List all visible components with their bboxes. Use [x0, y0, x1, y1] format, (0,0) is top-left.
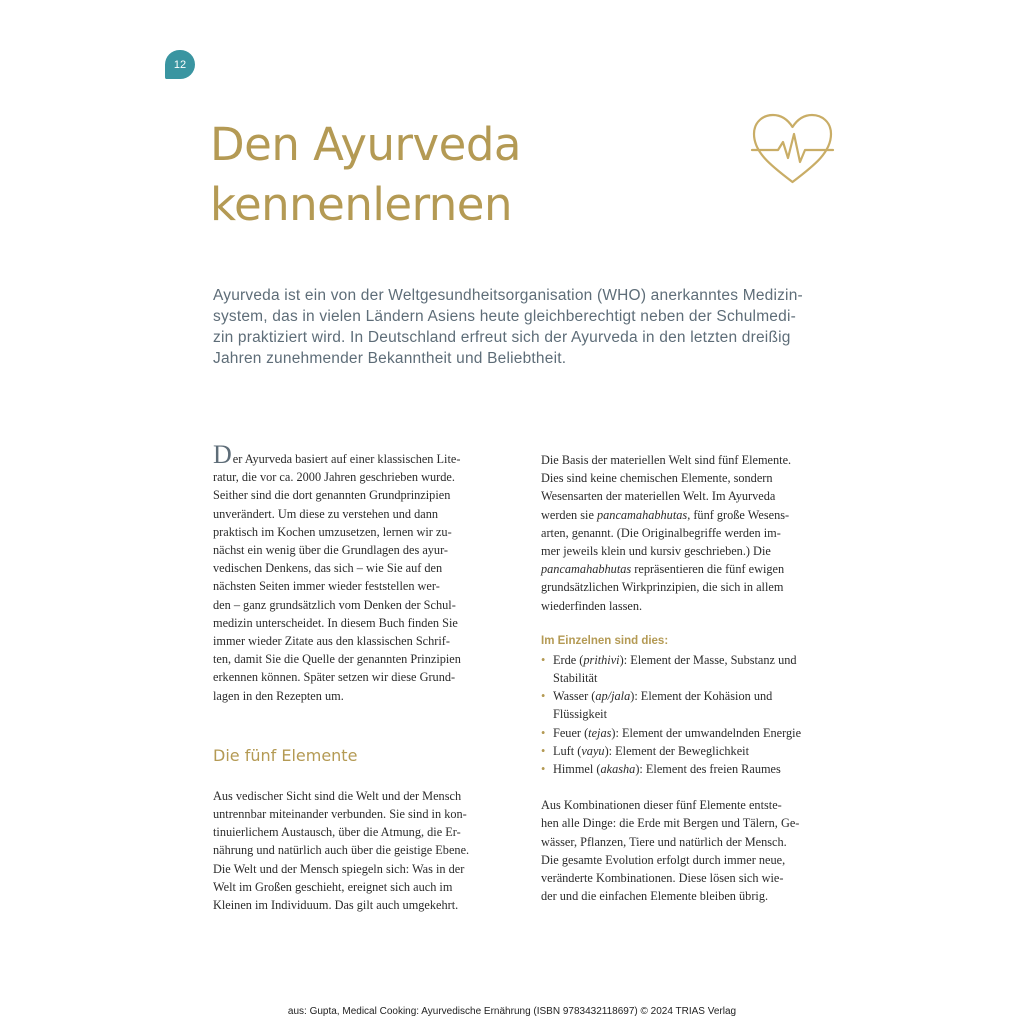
lead-line: zin praktiziert wird. In Deutschland erfreut sich der Ayurveda in den letzten dreißig: [213, 329, 791, 346]
section-line: Kleinen im Individuum. Das gilt auch umgekehrt.: [213, 898, 459, 913]
lead-line: Ayurveda ist ein von der Weltgesundheitsorganisation (WHO) anerkanntes Medizin-: [213, 287, 803, 304]
section-line: tinuierlichem Austausch, über die Atmung, die Er-: [213, 825, 461, 840]
term-pancamahabhutas: pancamahabhutas: [597, 507, 688, 522]
page-title: [210, 115, 521, 235]
elements-paragraph: [541, 451, 831, 615]
elements-list: [541, 651, 831, 778]
intro-line: erkennen können. Später setzen wir diese Grund-: [213, 670, 456, 685]
intro-line: lagen in den Rezepten um.: [213, 688, 344, 703]
left-column: [213, 442, 503, 914]
intro-line: unverändert. Um diese zu verstehen und dann: [213, 506, 439, 521]
body-line: Dies sind keine chemischen Elemente, sondern: [541, 471, 773, 486]
section-line: Welt im Großen geschieht, ereignet sich auch im: [213, 879, 453, 894]
body-line: werden sie pancamahabhutas, fünf große Wesens-: [541, 507, 790, 522]
intro-line: nächst ein wenig über die Grundlagen des ayur-: [213, 543, 449, 558]
title-line: Den Ayurveda: [210, 118, 521, 171]
closing-line: der und die einfachen Elemente bleiben übrig.: [541, 889, 769, 904]
intro-line: medizin unterscheidet. In diesem Buch finden Sie: [213, 615, 458, 630]
section-line: Aus vedischer Sicht sind die Welt und der Mensch: [213, 788, 462, 803]
intro-line: vedischen Denkens, das sich – wie Sie auf den: [213, 561, 443, 576]
intro-paragraph: [213, 442, 503, 705]
list-item-earth: • Erde (prithivi): Element der Masse, Substanz und Stabilität: [541, 651, 831, 687]
intro-line: den – ganz grundsätzlich vom Denken der Schul-: [213, 597, 456, 612]
intro-line: immer wieder Zitate aus den klassischen Schrif-: [213, 634, 450, 649]
intro-line: ratur, die vor ca. 2000 Jahren geschrieben wurde.: [213, 470, 455, 485]
intro-line: nächsten Seiten immer wieder feststellen wer-: [213, 579, 440, 594]
list-item-air: • Luft (vayu): Element der Beweglichkeit: [541, 742, 831, 760]
section-line: untrennbar miteinander verbunden. Sie sind in kon-: [213, 807, 467, 822]
body-line: arten, genannt. (Die Originalbegriffe werden im-: [541, 525, 781, 540]
section-paragraph: [213, 787, 503, 914]
lead-line: Jahren zunehmender Bekanntheit und Beliebtheit.: [213, 350, 567, 367]
body-line: mer jeweils klein und kursiv geschrieben.) Die: [541, 544, 771, 559]
section-line: nährung und natürlich auch über die geistige Ebene.: [213, 843, 470, 858]
intro-line: Der Ayurveda basiert auf einer klassischen Lite-: [213, 440, 461, 469]
heart-pulse-icon: [750, 110, 835, 190]
intro-line: Seither sind die dort genannten Grundprinzipien: [213, 488, 451, 503]
closing-line: Die gesamte Evolution erfolgt durch immer neue,: [541, 852, 786, 867]
closing-line: Aus Kombinationen dieser fünf Elemente entste-: [541, 798, 782, 813]
body-line: grundsätzlichen Wirkprinzipien, die sich in allem: [541, 580, 784, 595]
dropcap-letter: D: [213, 440, 232, 469]
list-item-water: • Wasser (ap/jala): Element der Kohäsion und Flüssigkeit: [541, 687, 831, 723]
right-column: [541, 451, 831, 905]
intro-line: praktisch im Kochen umzusetzen, lernen wir zu-: [213, 524, 452, 539]
term-pancamahabhutas: pancamahabhutas: [541, 562, 632, 577]
section-line: Die Welt und der Mensch spiegeln sich: Was in der: [213, 861, 465, 876]
lead-line: system, das in vielen Ländern Asiens heute gleichberechtigt neben der Schulmedi-: [213, 308, 796, 325]
body-line: pancamahabhutas repräsentieren die fünf ewigen: [541, 562, 785, 577]
lead-paragraph: [213, 285, 833, 369]
list-item-fire: • Feuer (tejas): Element der umwandelnden Energie: [541, 724, 831, 742]
title-line: kennenlernen: [210, 178, 513, 231]
closing-paragraph: [541, 796, 831, 905]
section-heading: Die fünf Elemente: [213, 745, 358, 765]
page-number-badge: 12: [165, 50, 195, 79]
list-item-sky: • Himmel (akasha): Element des freien Raumes: [541, 760, 831, 778]
body-line: Die Basis der materiellen Welt sind fünf Elemente.: [541, 453, 792, 467]
closing-line: wässer, Pflanzen, Tiere und natürlich der Mensch.: [541, 834, 787, 849]
body-line: wiederfinden lassen.: [541, 598, 643, 613]
closing-line: hen alle Dinge: die Erde mit Bergen und Tälern, Ge-: [541, 816, 800, 831]
closing-line: veränderte Kombinationen. Diese lösen sich wie-: [541, 871, 784, 886]
intro-line: ten, damit Sie die Quelle der genannten Prinzipien: [213, 652, 461, 667]
body-line: Wesensarten der materiellen Welt. Im Ayurveda: [541, 489, 776, 504]
source-footer: aus: Gupta, Medical Cooking: Ayurvedische Ernährung (ISBN 9783432118697) © 2024 TRIAS Verlag: [287, 1006, 737, 1017]
list-subheading: Im Einzelnen sind dies:: [541, 634, 669, 647]
